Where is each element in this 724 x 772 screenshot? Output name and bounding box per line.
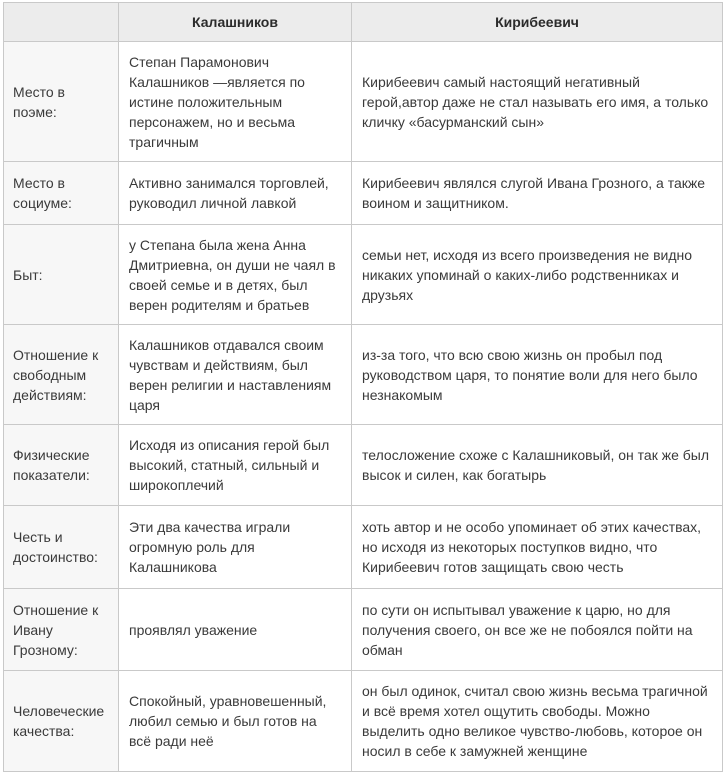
kalashnikov-cell: проявлял уважение bbox=[119, 589, 352, 671]
header-empty-cell bbox=[4, 3, 119, 42]
kiribeevich-cell: телосложение схоже с Калашниковый, он так же был высок и силен, как богатырь bbox=[352, 425, 723, 506]
table-row bbox=[4, 425, 723, 506]
comparison-table bbox=[3, 2, 723, 772]
row-label: Быт: bbox=[4, 225, 119, 325]
kiribeevich-cell: по сути он испытывал уважение к царю, но для получения своего, он все же не побоялся пойти на обман bbox=[352, 589, 723, 671]
table-row bbox=[4, 589, 723, 671]
kalashnikov-cell: Степан Парамонович Калашников —является по истине положительным персонажем, но и весьма трагичным bbox=[119, 42, 352, 162]
kiribeevich-cell: Кирибеевич являлся слугой Ивана Грозного, а также воином и защитником. bbox=[352, 162, 723, 225]
row-label: Человеческие качества: bbox=[4, 671, 119, 772]
kiribeevich-cell: Кирибеевич самый настоящий негативный герой,автор даже не стал называть его имя, а только кличку «басурманский сын» bbox=[352, 42, 723, 162]
row-label: Место в социуме: bbox=[4, 162, 119, 225]
row-label: Физические показатели: bbox=[4, 425, 119, 506]
kalashnikov-cell: Калашников отдавался своим чувствам и действиям, был верен религии и наставлениям царя bbox=[119, 325, 352, 425]
table-row bbox=[4, 42, 723, 162]
kiribeevich-cell: из-за того, что всю свою жизнь он пробыл под руководством царя, то понятие воли для него было незнакомым bbox=[352, 325, 723, 425]
kalashnikov-cell: Активно занимался торговлей, руководил личной лавкой bbox=[119, 162, 352, 225]
table-header-row bbox=[4, 3, 723, 42]
header-kalashnikov: Калашников bbox=[119, 3, 352, 42]
row-label: Отношение к Ивану Грозному: bbox=[4, 589, 119, 671]
kalashnikov-cell: Исходя из описания герой был высокий, статный, сильный и широкоплечий bbox=[119, 425, 352, 506]
kiribeevich-cell: он был одинок, считал свою жизнь весьма трагичной и всё время хотел ощутить свободы. Можно выделить одно великое чувство-любовь, которое он носил в себе к замужней женщине bbox=[352, 671, 723, 772]
row-label: Отношение к свободным действиям: bbox=[4, 325, 119, 425]
row-label: Место в поэме: bbox=[4, 42, 119, 162]
kiribeevich-cell: хоть автор и не особо упоминает об этих качествах, но исходя из некоторых поступков видно, что Кирибеевич готов защищать свою честь bbox=[352, 506, 723, 589]
row-label: Честь и достоинство: bbox=[4, 506, 119, 589]
table-row bbox=[4, 325, 723, 425]
kalashnikov-cell: Спокойный, уравновешенный, любил семью и был готов на всё ради неё bbox=[119, 671, 352, 772]
kiribeevich-cell: семьи нет, исходя из всего произведения не видно никаких упоминай о каких-либо родственниках и друзьях bbox=[352, 225, 723, 325]
table-row bbox=[4, 671, 723, 772]
kalashnikov-cell: Эти два качества играли огромную роль для Калашникова bbox=[119, 506, 352, 589]
table-row bbox=[4, 225, 723, 325]
table-row bbox=[4, 162, 723, 225]
kalashnikov-cell: у Степана была жена Анна Дмитриевна, он души не чаял в своей семье и в детях, был верен родителям и братьев bbox=[119, 225, 352, 325]
table-row bbox=[4, 506, 723, 589]
header-kiribeevich: Кирибеевич bbox=[352, 3, 723, 42]
